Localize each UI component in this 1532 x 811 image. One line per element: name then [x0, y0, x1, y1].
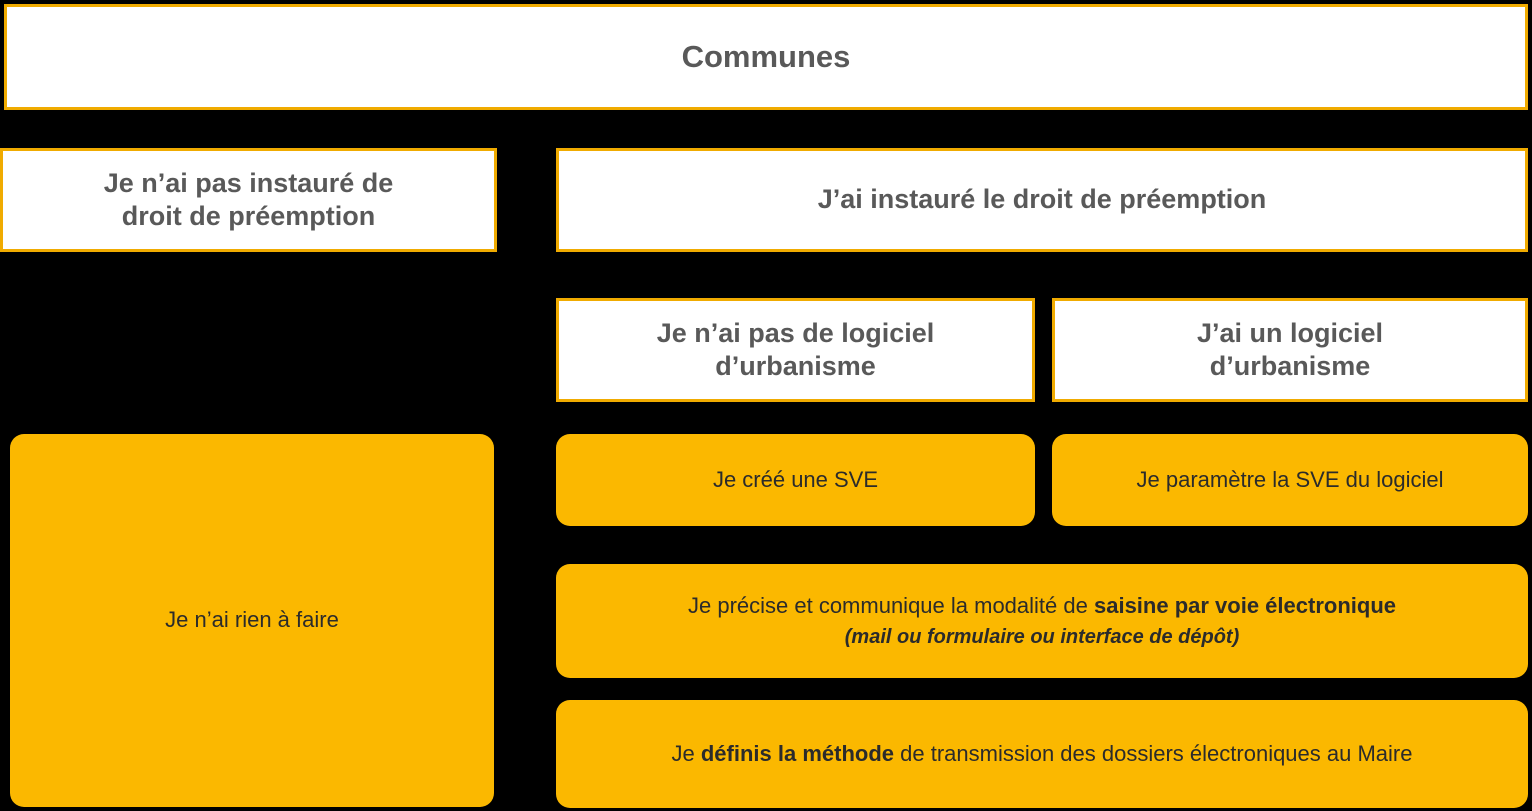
node-has-software-text	[1197, 318, 1383, 382]
action-method-text-bold: définis la méthode	[700, 740, 895, 766]
action-configure-sve	[1052, 434, 1528, 526]
action-nothing-to-do	[10, 434, 494, 807]
action-create-sve-label: Je créé une SVE	[712, 466, 879, 492]
node-no-preemption-line1: Je n’ai pas instauré de	[103, 167, 394, 198]
node-has-software-line2: d’urbanisme	[1209, 351, 1371, 381]
node-no-software-line1: Je n’ai pas de logiciel	[656, 317, 935, 348]
action-method-main	[672, 740, 1413, 769]
action-nothing-to-do-label: Je n’ai rien à faire	[165, 607, 339, 633]
node-no-software-line2: d’urbanisme	[715, 351, 876, 381]
action-modality-main	[688, 592, 1396, 621]
node-no-preemption-line2: droit de préemption	[121, 201, 376, 231]
node-has-preemption	[556, 148, 1528, 252]
node-has-software	[1052, 298, 1528, 402]
action-method-text-before: Je	[671, 740, 701, 766]
node-no-preemption	[0, 148, 497, 252]
node-communes-label: Communes	[681, 39, 851, 75]
action-modality-text-bold: saisine par voie électronique	[1093, 592, 1396, 618]
action-modality-text-before: Je précise et communique la modalité de	[687, 592, 1094, 618]
node-has-preemption-label: J’ai instauré le droit de préemption	[817, 184, 1267, 215]
node-communes	[4, 4, 1528, 110]
node-no-software-text	[657, 318, 935, 382]
action-modality-note: (mail ou formulaire ou interface de dépôt)	[844, 626, 1240, 649]
action-method	[556, 700, 1528, 808]
action-method-text-after: de transmission des dossiers électroniques au Maire	[894, 740, 1413, 766]
node-no-software	[556, 298, 1035, 402]
action-configure-sve-label: Je paramètre la SVE du logiciel	[1136, 466, 1444, 492]
node-has-software-line1: J’ai un logiciel	[1196, 317, 1384, 348]
action-modality	[556, 564, 1528, 678]
action-create-sve	[556, 434, 1035, 526]
node-no-preemption-text	[104, 168, 394, 232]
